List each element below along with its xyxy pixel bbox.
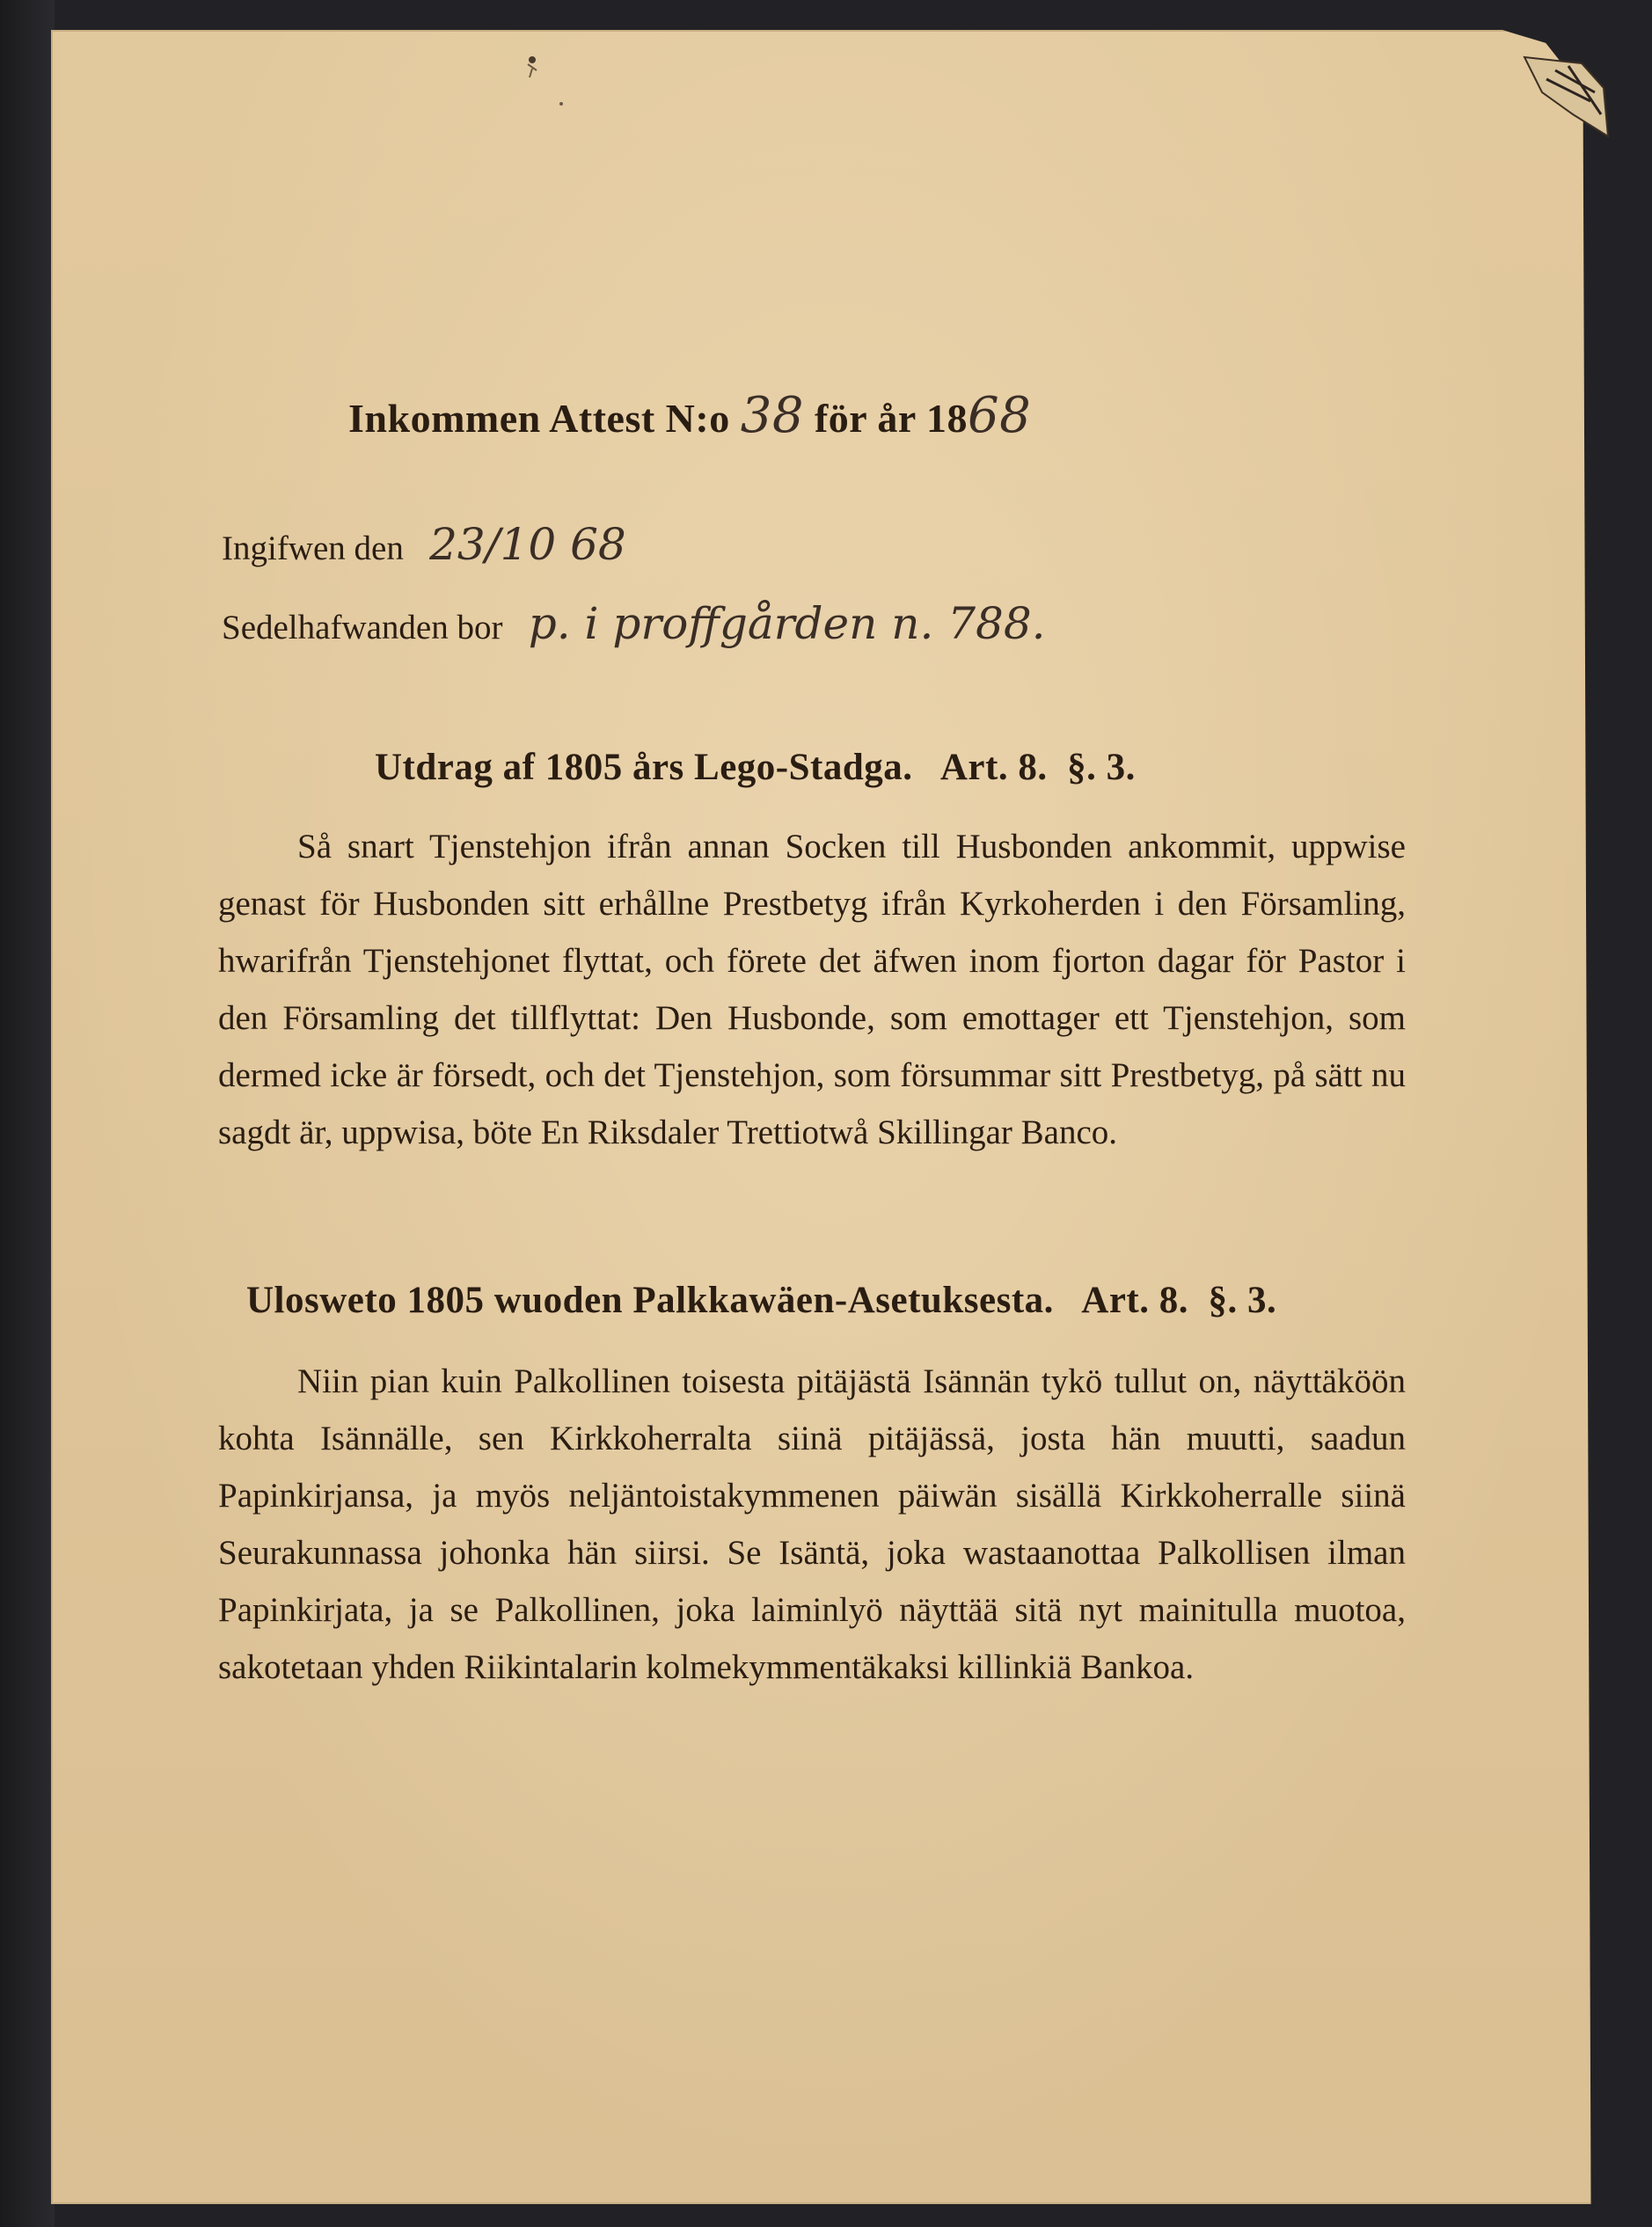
resides-label: Sedelhafwanden bor <box>222 609 503 646</box>
resides-field <box>222 598 1046 649</box>
page-title <box>348 387 1031 444</box>
finnish-heading: Ulosweto 1805 wuoden Palkkawäen-Asetuksesta. Art. 8. §. 3. <box>246 1280 1277 1321</box>
year-suffix: 68 <box>967 387 1032 444</box>
submitted-field <box>222 519 626 570</box>
submitted-label: Ingifwen den <box>222 529 404 567</box>
swedish-paragraph <box>218 818 1406 1161</box>
swedish-heading: Utdrag af 1805 års Lego-Stadga. Art. 8. §. 3. <box>375 747 1136 788</box>
finnish-body: Niin pian kuin Palkollinen toisesta pitäjästä Isännän tykö tullut on, näyttäköön kohta Isännälle, sen Kirkkoherralta siinä pitäjässä, josta hän muutti, saadun Papinkirjansa, ja myös neljäntoistakymmenen päiwän sisällä Kirkkoherralle siinä Seurakunnassa johonka hän siirsi. Se Isäntä, joka wastaanottaa Palkollisen ilman Papinkirjata, ja se Palkollinen, joka laiminlyö näyttää sitä nyt mainitulla muotoa, sakotetaan yhden Riikintalarin kolmekymmentäkaksi killinkiä Bankoa. <box>218 1362 1406 1686</box>
finnish-paragraph <box>218 1353 1406 1696</box>
attest-number: 38 <box>740 387 804 444</box>
title-prefix: Inkommen Attest N:o <box>348 396 730 441</box>
swedish-body: Så snart Tjenstehjon ifrån annan Socken till Husbonden ankommit, uppwise genast för Husbonden sitt erhållne Prestbetyg ifrån Kyrkoherden i den Församling, hwarifrån Tjenstehjonet flyttat, och förete det äfwen inom fjorton dagar för Pastor i den Församling det tillflyttat: Den Husbonde, som emottager ett Tjenstehjon, som dermed icke är försedt, och det Tjenstehjon, som försummar sitt Prestbetyg, på sätt nu sagdt är, uppwisa, böte En Riksdaler Trettiotwå Skillingar Banco. <box>218 828 1406 1151</box>
year-label: för år 18 <box>814 396 968 441</box>
resides-value: p. i proffgården n. 788. <box>528 598 1046 649</box>
submitted-value: 23/10 68 <box>429 519 626 570</box>
